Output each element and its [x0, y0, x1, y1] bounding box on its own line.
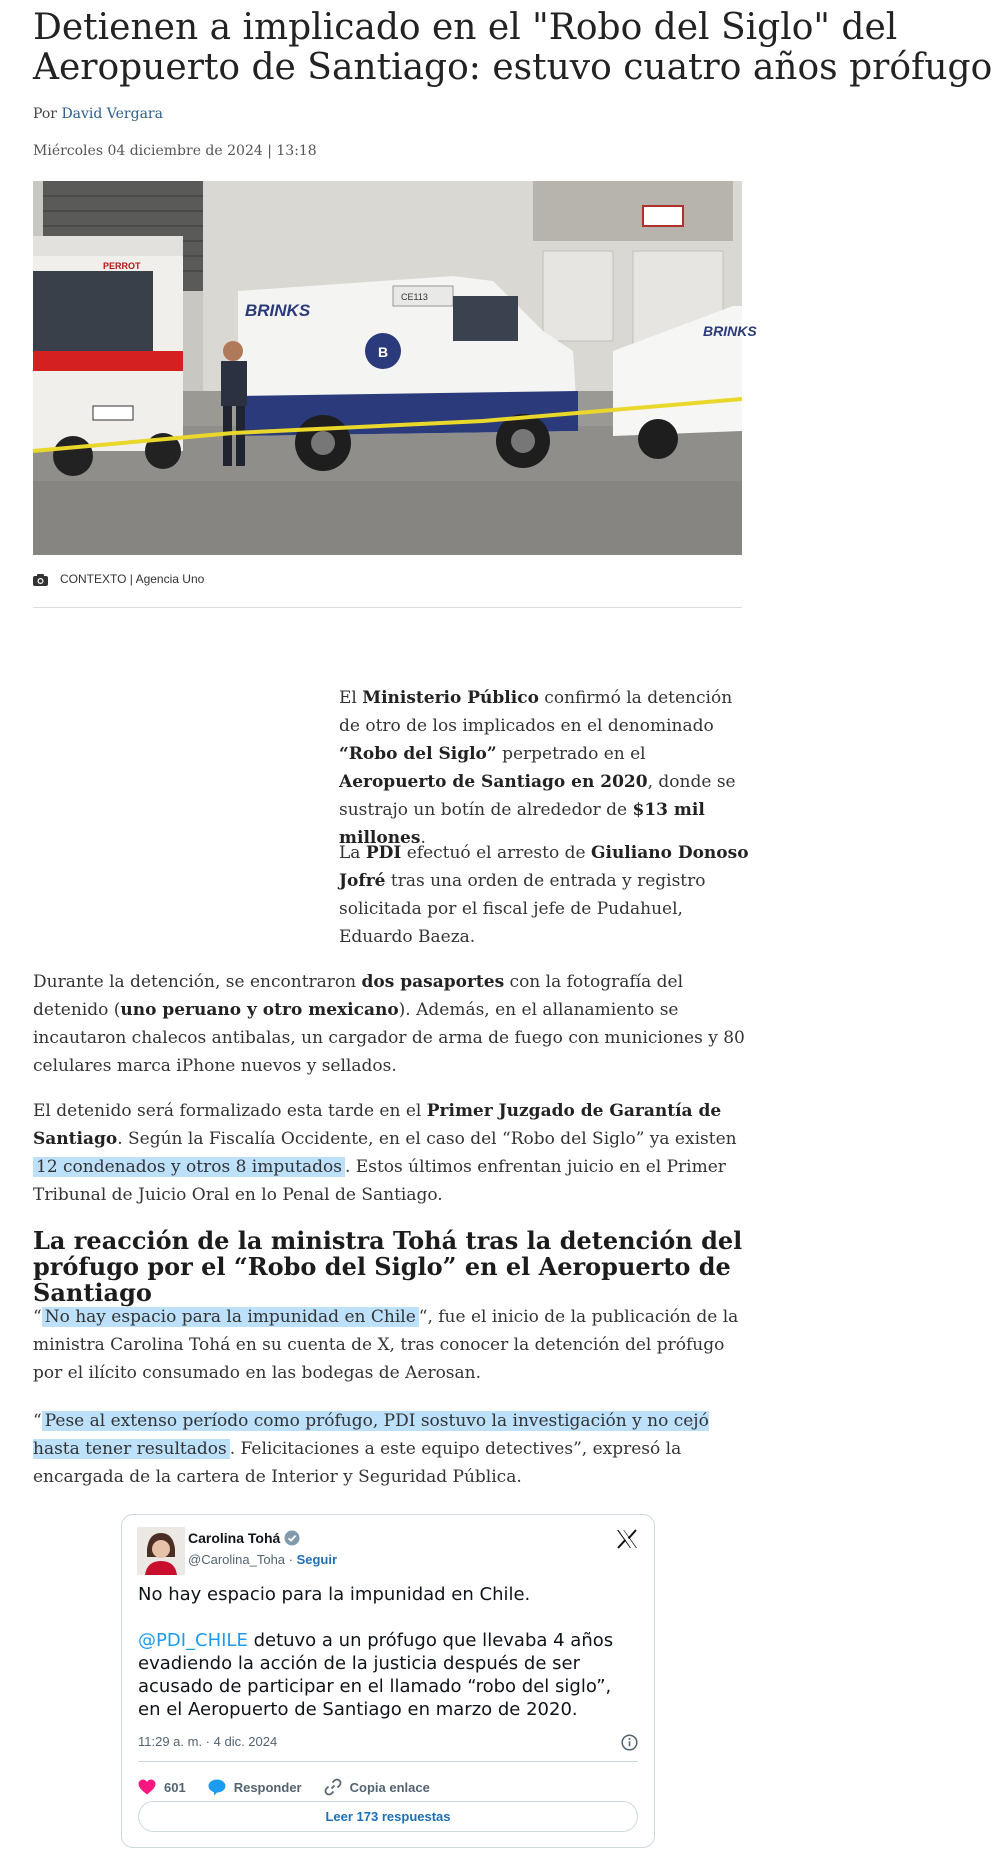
x-logo-icon[interactable]: [616, 1529, 638, 1553]
tweet-mention[interactable]: @PDI_CHILE: [138, 1630, 248, 1651]
tweet-author-name[interactable]: Carolina Tohá: [188, 1530, 300, 1546]
copy-link-button[interactable]: [324, 1778, 430, 1796]
svg-text:B: B: [378, 344, 389, 360]
highlight-quote-1: No hay espacio para la impunidad en Chile: [42, 1307, 419, 1327]
paragraph-2: La PDI efectuó el arresto de Giuliano Donoso Jofré tras una orden de entrada y registro solicitada por el fiscal jefe de Pudahuel, Eduardo Baeza.: [339, 843, 749, 947]
highlight-quote-2: Pese al extenso período como prófugo, PDI sostuvo la investigación y no cejó hasta tener resultados: [33, 1411, 709, 1459]
section-subheading: La reacción de la ministra Tohá tras la detención del prófugo por el “Robo del Siglo” en el Aeropuerto de Santiago: [33, 1226, 743, 1307]
info-icon[interactable]: [621, 1734, 638, 1755]
embedded-tweet[interactable]: [121, 1514, 655, 1848]
paragraph-4: El detenido será formalizado esta tarde en el Primer Juzgado de Garantía de Santiago. Según la Fiscalía Occidente, en el caso del “Robo del Siglo” ya existen 12 condenados y otros 8 imputados . Estos últimos enfrentan juicio en el Primer Tribunal de Juicio Oral en lo Penal de Santiago.: [33, 1101, 737, 1205]
tweet-divider: [138, 1761, 638, 1762]
truck-left-label: PERROT: [103, 261, 141, 271]
tweet-text: No hay espacio para la impunidad en Chile. @PDI_CHILE detuvo a un prófugo que llevaba 4 años evadiendo la acción de la justicia después de ser acusado de participar en el llamado “robo del siglo”, en el Aeropuerto de Santiago en marzo de 2020.: [138, 1583, 638, 1721]
author-link[interactable]: David Vergara: [61, 106, 163, 122]
like-count: 601: [164, 1779, 186, 1795]
image-caption: [33, 572, 742, 608]
van-brand-label: BRINKS: [703, 323, 757, 339]
like-button[interactable]: [138, 1779, 186, 1795]
verified-badge-icon: [284, 1530, 300, 1546]
paragraph-5: “ No hay espacio para la impunidad en Chile “, fue el inicio de la publicación de la ministra Carolina Tohá en su cuenta de X, tras conocer la detención del prófugo por el ilícito consumado en las bodegas de Aerosan.: [33, 1307, 739, 1383]
caption-text: CONTEXTO | Agencia Uno: [60, 572, 205, 586]
tweet-handle: @Carolina_Toha · Seguir: [188, 1552, 338, 1567]
reply-label: Responder: [233, 1779, 302, 1795]
tweet-actions: [138, 1778, 430, 1796]
link-icon: [324, 1778, 342, 1796]
copy-link-label: Copia enlace: [349, 1779, 430, 1795]
byline: [33, 106, 163, 122]
read-replies-button[interactable]: Leer 173 respuestas: [138, 1801, 638, 1832]
article-title: Detienen a implicado en el "Robo del Siglo" del Aeropuerto de Santiago: estuvo cuatro años prófugo: [33, 7, 993, 88]
camera-icon: [33, 574, 48, 586]
speech-bubble-icon: [208, 1779, 226, 1796]
tweet-line-1: No hay espacio para la impunidad en Chile.: [138, 1584, 531, 1605]
paragraph-1: El Ministerio Público confirmó la detención de otro de los implicados en el denominado “Robo del Siglo” perpetrado en el Aeropuerto de Santiago en 2020, donde se sustrajo un botín de alrededor de $13 mil millones.: [339, 688, 736, 848]
paragraph-3: Durante la detención, se encontraron dos pasaportes con la fotografía del detenido (uno peruano y otro mexicano). Además, en el allanamiento se incautaron chalecos antibalas, un cargador de arma de fuego con municiones y 80 celulares marca iPhone nuevos y sellados.: [33, 972, 745, 1076]
article-image: [33, 181, 757, 555]
paragraph-6: “ Pese al extenso período como prófugo, PDI sostuvo la investigación y no cejó hasta tener resultados . Felicitaciones a este equipo detectives”, expresó la encargada de la cartera de Interior y Seguridad Pública.: [33, 1411, 709, 1487]
highlight-condenados: 12 condenados y otros 8 imputados: [33, 1157, 345, 1177]
publish-date: Miércoles 04 diciembre de 2024 | 13:18: [33, 143, 317, 159]
follow-link[interactable]: Seguir: [296, 1552, 338, 1567]
tweet-timestamp[interactable]: 11:29 a. m. · 4 dic. 2024: [138, 1734, 278, 1749]
avatar[interactable]: [137, 1527, 185, 1575]
byline-prefix: Por: [33, 106, 62, 122]
truck-brand-label: BRINKS: [245, 301, 311, 320]
unit-number-label: CE113: [401, 292, 428, 302]
reply-button[interactable]: [208, 1779, 302, 1796]
heart-icon: [138, 1779, 156, 1795]
